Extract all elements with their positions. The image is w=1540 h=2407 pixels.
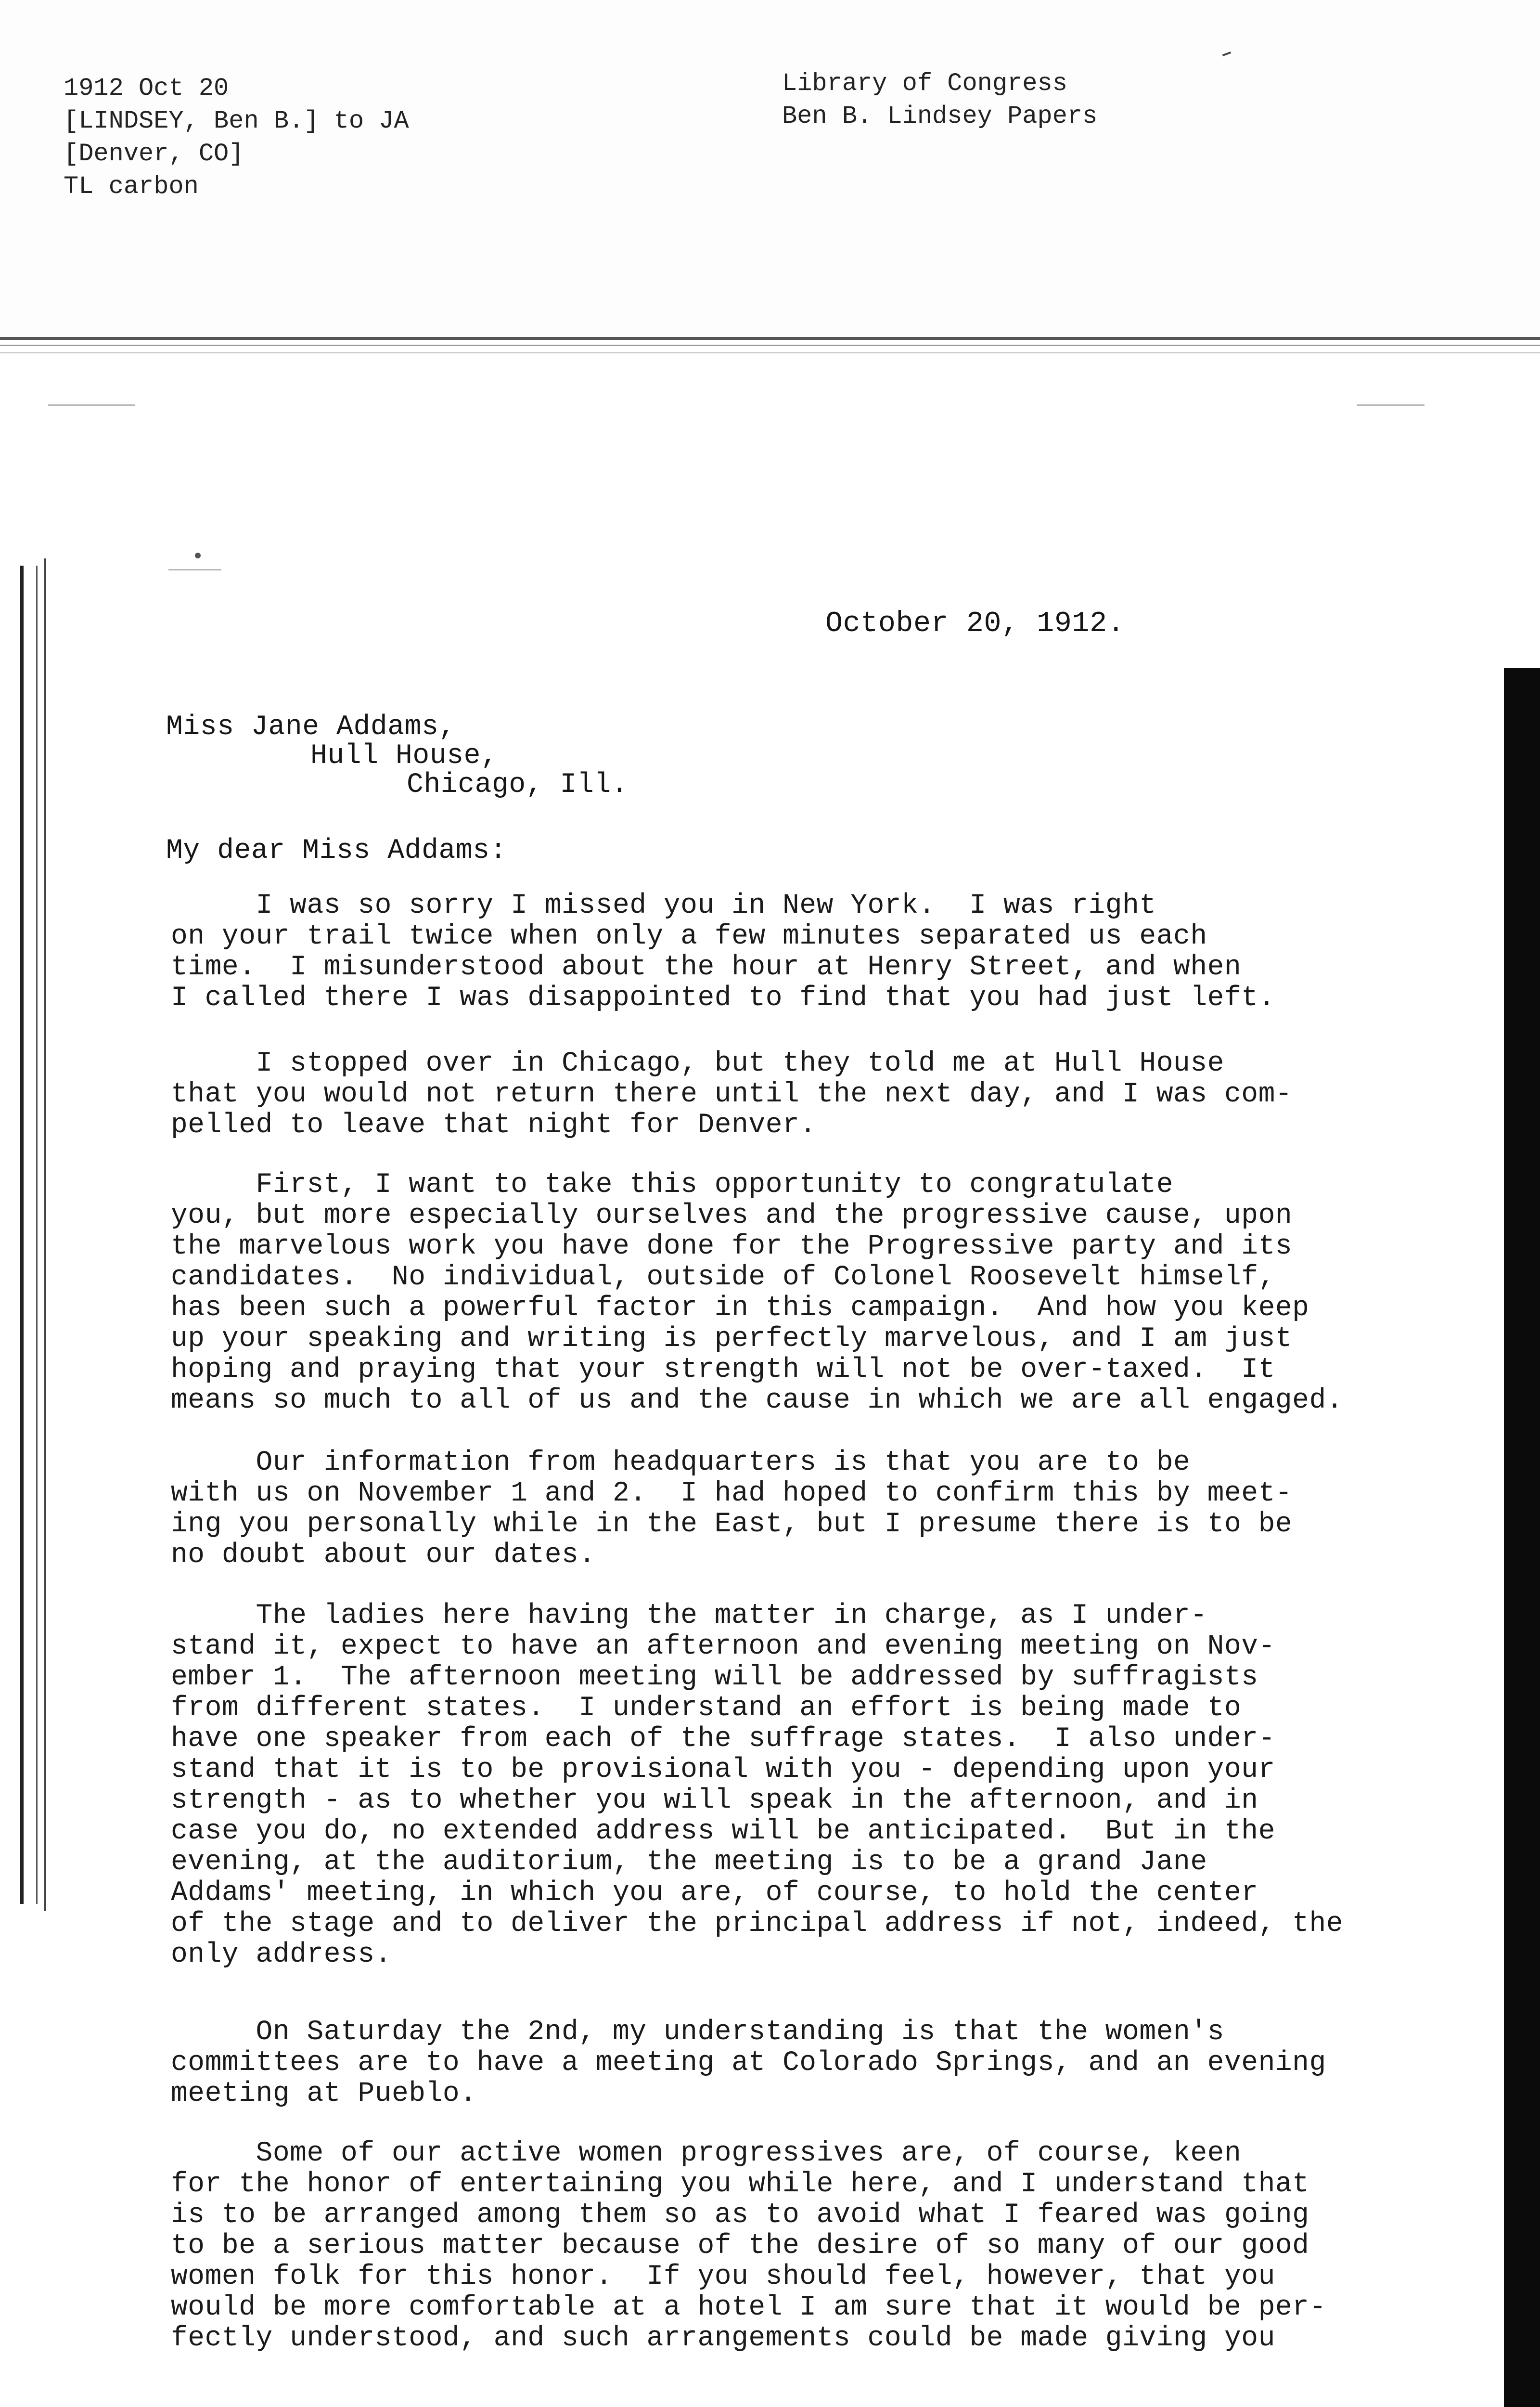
letter-paragraph — [171, 2138, 1446, 2354]
paragraph-line: you, but more especially ourselves and the progressive cause, upon — [171, 1200, 1293, 1231]
recipient-institution: Hull House, — [310, 740, 498, 772]
scan-smudge — [168, 569, 221, 570]
pencil-tick-mark — [1222, 52, 1231, 56]
archive-institution: Library of Congress — [782, 69, 1067, 98]
paragraph-line: to be a serious matter because of the desire of so many of our good — [171, 2230, 1309, 2262]
letter-paragraph — [171, 1448, 1446, 1571]
letter-paragraph — [171, 891, 1446, 1014]
paragraph-line: only address. — [171, 1939, 392, 1970]
paragraph-line: case you do, no extended address will be anticipated. But in the — [171, 1816, 1275, 1847]
paragraph-line: no doubt about our dates. — [171, 1540, 596, 1571]
catalog-correspondents: [LINDSEY, Ben B.] to JA — [64, 107, 409, 135]
paragraph-line: stand that it is to be provisional with you - depending upon your — [171, 1754, 1275, 1786]
salutation: My dear Miss Addams: — [166, 835, 507, 867]
paragraph-line: for the honor of entertaining you while here, and I understand that — [171, 2169, 1309, 2200]
recipient-city: Chicago, Ill. — [407, 769, 629, 801]
paragraph-line: with us on November 1 and 2. I had hoped to confirm this by meet- — [171, 1478, 1293, 1509]
card-divider-faint — [0, 345, 1540, 346]
paragraph-line: Addams' meeting, in which you are, of course, to hold the center — [171, 1877, 1258, 1909]
letter-paragraph — [171, 1170, 1446, 1416]
card-divider-faint-2 — [0, 352, 1540, 353]
paragraph-line: I was so sorry I missed you in New York. I was right — [171, 890, 1156, 921]
recipient-name: Miss Jane Addams, — [166, 712, 456, 743]
paragraph-line: On Saturday the 2nd, my understanding is that the women's — [171, 2017, 1224, 2048]
scan-speck — [195, 553, 201, 558]
paragraph-line: is to be arranged among them so as to avoid what I feared was going — [171, 2200, 1309, 2231]
paragraph-line: committees are to have a meeting at Colorado Springs, and an evening — [171, 2047, 1326, 2079]
paragraph-line: ember 1. The afternoon meeting will be addressed by suffragists — [171, 1662, 1258, 1693]
scan-smudge — [1357, 404, 1424, 406]
scan-edge-shadow — [1504, 668, 1540, 2407]
paragraph-line: on your trail twice when only a few minutes separated us each — [171, 921, 1207, 952]
paragraph-line: Our information from headquarters is that you are to be — [171, 1447, 1191, 1478]
catalog-card — [0, 0, 1540, 337]
paragraph-line: has been such a powerful factor in this campaign. And how you keep — [171, 1293, 1309, 1324]
paragraph-line: pelled to leave that night for Denver. — [171, 1110, 817, 1141]
paragraph-line: means so much to all of us and the cause in which we are all engaged. — [171, 1385, 1344, 1416]
paragraph-line: from different states. I understand an effort is being made to — [171, 1693, 1242, 1724]
paragraph-line: stand it, expect to have an afternoon and evening meeting on Nov- — [171, 1631, 1275, 1662]
paragraph-line: hoping and praying that your strength will not be over-taxed. It — [171, 1354, 1275, 1385]
paragraph-line: meeting at Pueblo. — [171, 2078, 477, 2109]
paragraph-line: women folk for this honor. If you should feel, however, that you — [171, 2261, 1275, 2292]
paragraph-line: evening, at the auditorium, the meeting is to be a grand Jane — [171, 1847, 1207, 1878]
catalog-date: 1912 Oct 20 — [64, 74, 229, 103]
archive-source — [782, 67, 1097, 133]
scan-binding-mark — [20, 566, 38, 1904]
scan-smudge — [48, 404, 135, 406]
paragraph-line: fectly understood, and such arrangements could be made giving you — [171, 2323, 1275, 2354]
paragraph-line: I called there I was disappointed to find that you had just left. — [171, 983, 1275, 1014]
archive-collection: Ben B. Lindsey Papers — [782, 102, 1098, 130]
letter-date: October 20, 1912. — [825, 608, 1125, 640]
letter-paragraph — [171, 1601, 1446, 1970]
paragraph-line: up your speaking and writing is perfectly marvelous, and I am just — [171, 1323, 1293, 1355]
paragraph-line: that you would not return there until the next day, and I was com- — [171, 1079, 1293, 1110]
card-divider — [0, 337, 1540, 340]
paragraph-line: time. I misunderstood about the hour at Henry Street, and when — [171, 952, 1242, 983]
catalog-format: TL carbon — [64, 172, 199, 201]
scan-binding-line — [44, 558, 46, 1911]
paragraph-line: strength - as to whether you will speak in the afternoon, and in — [171, 1785, 1258, 1816]
paragraph-line: candidates. No individual, outside of Colonel Roosevelt himself, — [171, 1262, 1275, 1293]
paragraph-line: have one speaker from each of the suffrage states. I also under- — [171, 1723, 1275, 1755]
paragraph-line: I stopped over in Chicago, but they told me at Hull House — [171, 1048, 1224, 1079]
letter-paragraph — [171, 2017, 1446, 2109]
catalog-place: [Denver, CO] — [64, 140, 244, 168]
letter-paragraph — [171, 1048, 1446, 1141]
paragraph-line: Some of our active women progressives are, of course, keen — [171, 2138, 1242, 2169]
paragraph-line: of the stage and to deliver the principal address if not, indeed, the — [171, 1908, 1344, 1940]
paragraph-line: would be more comfortable at a hotel I am sure that it would be per- — [171, 2292, 1326, 2323]
paragraph-line: The ladies here having the matter in charge, as I under- — [171, 1600, 1207, 1631]
paragraph-line: ing you personally while in the East, but I presume there is to be — [171, 1509, 1293, 1540]
paragraph-line: the marvelous work you have done for the Progressive party and its — [171, 1231, 1293, 1262]
paragraph-line: First, I want to take this opportunity to congratulate — [171, 1169, 1174, 1201]
catalog-entry — [64, 72, 409, 203]
